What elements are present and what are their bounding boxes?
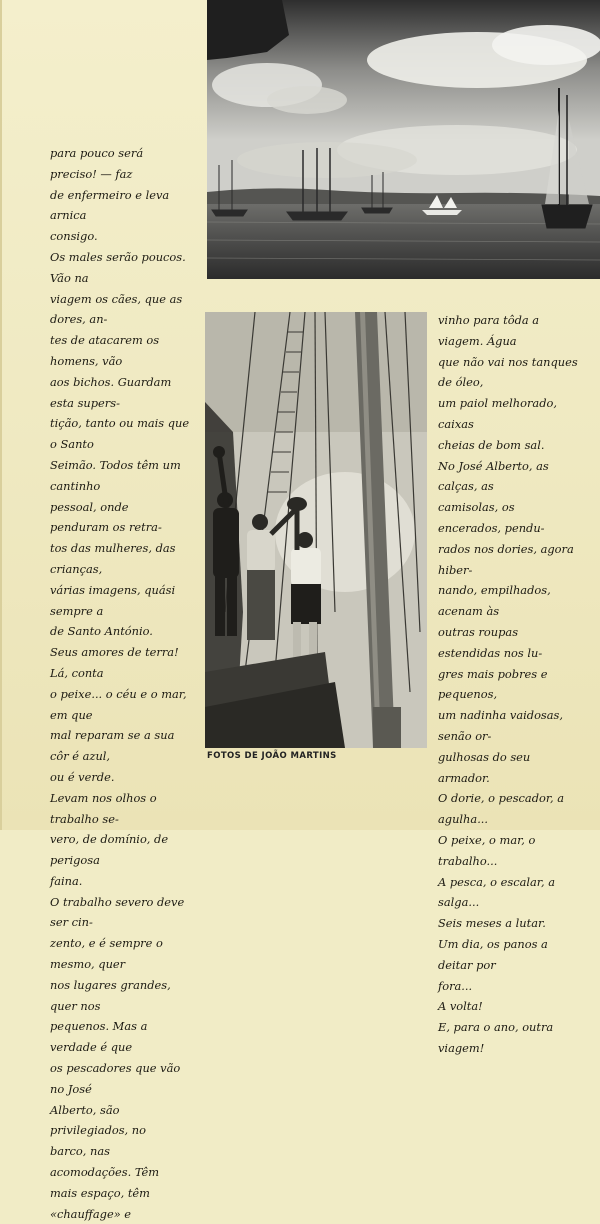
text-line: Os males serão poucos. Vão na	[50, 249, 186, 285]
photo-credit-caption: FOTOS DE JOÃO MARTINS	[207, 751, 337, 761]
harbor-photo	[207, 0, 600, 279]
text-line: tição, tanto ou mais que o Santo	[50, 416, 190, 452]
text-line: No José Alberto, as calças, as	[438, 458, 549, 494]
text-line: gulhosas do seu armador.	[438, 749, 531, 785]
text-line: mais espaço, têm «chauffage» e	[50, 1185, 150, 1221]
page-edge	[0, 0, 2, 830]
text-line: tos das mulheres, das crianças,	[50, 541, 176, 576]
text-line: várias imagens, quási sempre a	[50, 582, 176, 618]
text-line: pequenos. Mas a verdade é que	[50, 1019, 148, 1055]
text-line: tes de atacarem os homens, vão	[50, 333, 160, 368]
text-line: aos bichos. Guardam esta supers-	[50, 374, 172, 410]
text-line: Seis meses a lutar.	[438, 916, 546, 931]
text-line: faina.	[50, 873, 83, 888]
text-line: barco, nas acomodações. Têm	[50, 1144, 160, 1180]
text-line: A volta!	[438, 999, 483, 1014]
text-line: um nadinha vaidosas, senão or-	[438, 708, 564, 743]
text-line: O peixe, o mar, o trabalho...	[438, 832, 536, 868]
text-line: ou é verde.	[50, 769, 115, 784]
text-line: Levam nos olhos o trabalho se-	[50, 790, 157, 826]
text-line: outras roupas estendidas nos lu-	[438, 624, 543, 660]
text-line: mal reparam se a sua côr é azul,	[50, 728, 175, 764]
text-line: Seimão. Todos têm um cantinho	[50, 457, 181, 493]
text-line: para pouco será preciso! — faz	[50, 146, 144, 181]
text-line: de Santo António.	[50, 624, 153, 639]
text-line: os pescadores que vão no José	[50, 1061, 181, 1096]
sailors-rigging-photo	[205, 312, 427, 748]
sailors-rigging-art	[205, 312, 427, 748]
text-line: o peixe... o céu e o mar, em que	[50, 686, 187, 722]
text-line: cheias de bom sal.	[438, 437, 545, 452]
text-line: O dorie, o pescador, a agulha...	[438, 791, 565, 827]
text-line: consigo.	[50, 229, 98, 244]
text-line: O trabalho severo deve ser cin-	[50, 894, 185, 930]
text-line: nando, empilhados, acenam às	[438, 583, 551, 619]
text-line: pessoal, onde penduram os retra-	[50, 499, 162, 535]
text-line: que não vai nos tanques de óleo,	[438, 354, 578, 390]
text-line: nos lugares grandes, quer nos	[50, 977, 171, 1013]
text-line: vinho para tôda a viagem. Água	[438, 313, 540, 348]
text-line: um paiol melhorado, caixas	[438, 396, 557, 431]
text-line: rados nos dories, agora hiber-	[438, 541, 574, 577]
left-text-column	[50, 143, 190, 1224]
text-line: Seus amores de terra! Lá, conta	[50, 645, 179, 680]
right-text-column	[438, 310, 579, 1059]
harbor-photo-art	[207, 0, 600, 279]
text-line: vero, de domínio, de perigosa	[50, 832, 169, 868]
text-line: gres mais pobres e pequenos,	[438, 666, 548, 702]
text-line: E, para o ano, outra viagem!	[438, 1020, 554, 1055]
text-line: Alberto, são privilegiados, no	[50, 1102, 146, 1138]
text-line: viagem os cães, que as dores, an-	[50, 291, 183, 327]
text-line: fora...	[438, 978, 473, 993]
text-line: zento, e é sempre o mesmo, quer	[50, 936, 163, 972]
text-line: A pesca, o escalar, a salga...	[438, 874, 556, 910]
text-line: de enfermeiro e leva arnica	[50, 187, 170, 223]
text-line: Um dia, os panos a deitar por	[438, 936, 548, 972]
text-line: camisolas, os encerados, pendu-	[438, 500, 545, 535]
